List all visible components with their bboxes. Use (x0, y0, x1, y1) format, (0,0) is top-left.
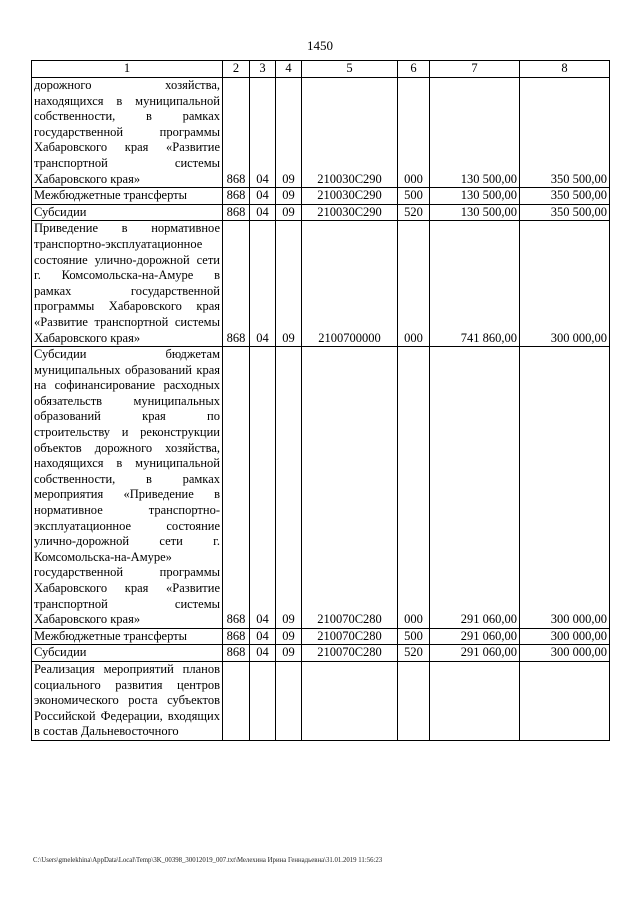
table-row (32, 188, 610, 205)
target-article-cell: 2100700000 (302, 221, 398, 347)
section-cell: 04 (250, 78, 276, 188)
amount-col8-cell: 300 000,00 (520, 628, 610, 645)
target-article-cell (302, 661, 398, 740)
amount-col7-cell: 291 060,00 (430, 347, 520, 629)
header-cell: 8 (520, 61, 610, 78)
header-cell: 7 (430, 61, 520, 78)
amount-col8-cell: 350 500,00 (520, 78, 610, 188)
expense-type-cell: 520 (398, 645, 430, 662)
grbs-cell (223, 661, 250, 740)
page-number: 1450 (307, 38, 333, 53)
subsection-cell: 09 (276, 204, 302, 221)
grbs-cell: 868 (223, 188, 250, 205)
section-cell: 04 (250, 628, 276, 645)
amount-col7-cell: 291 060,00 (430, 628, 520, 645)
expense-type-cell (398, 661, 430, 740)
row-name: Приведение в нормативное транспортно-эксплуатационное состояние улично-дорожной сети г. Комсомольска-на-Амуре в рамках государственной программы Хабаровского края «Развитие транспортной системы Хабаровского края» (32, 221, 223, 347)
amount-col7-cell (430, 661, 520, 740)
subsection-cell: 09 (276, 188, 302, 205)
header-cell: 6 (398, 61, 430, 78)
grbs-cell: 868 (223, 628, 250, 645)
expense-type-cell: 000 (398, 347, 430, 629)
subsection-cell: 09 (276, 628, 302, 645)
header-cell: 1 (32, 61, 223, 78)
row-name: Субсидии (32, 204, 223, 221)
subsection-cell: 09 (276, 221, 302, 347)
grbs-cell: 868 (223, 221, 250, 347)
amount-col8-cell (520, 661, 610, 740)
target-article-cell: 210070С280 (302, 645, 398, 662)
amount-col8-cell: 300 000,00 (520, 347, 610, 629)
section-cell: 04 (250, 645, 276, 662)
target-article-cell: 210030С290 (302, 204, 398, 221)
amount-col8-cell: 350 500,00 (520, 188, 610, 205)
table-row (32, 221, 610, 347)
row-name: Межбюджетные трансферты (32, 188, 223, 205)
subsection-cell: 09 (276, 347, 302, 629)
expense-type-cell: 500 (398, 188, 430, 205)
header-cell: 3 (250, 61, 276, 78)
amount-col8-cell: 350 500,00 (520, 204, 610, 221)
table-row (32, 661, 610, 740)
grbs-cell: 868 (223, 347, 250, 629)
target-article-cell: 210030С290 (302, 188, 398, 205)
section-cell: 04 (250, 221, 276, 347)
subsection-cell: 09 (276, 78, 302, 188)
row-name: Межбюджетные трансферты (32, 628, 223, 645)
grbs-cell: 868 (223, 78, 250, 188)
grbs-cell: 868 (223, 645, 250, 662)
header-cell: 2 (223, 61, 250, 78)
row-name: дорожного хозяйства, находящихся в муниципальной собственности, в рамках государственной программы Хабаровского края «Развитие транспортной системы Хабаровского края» (32, 78, 223, 188)
expense-type-cell: 000 (398, 78, 430, 188)
expense-type-cell: 500 (398, 628, 430, 645)
amount-col7-cell: 130 500,00 (430, 78, 520, 188)
amount-col8-cell: 300 000,00 (520, 645, 610, 662)
target-article-cell: 210070С280 (302, 347, 398, 629)
table-header-row (32, 61, 610, 78)
expense-type-cell: 000 (398, 221, 430, 347)
header-cell: 5 (302, 61, 398, 78)
table-row (32, 347, 610, 629)
row-name: Субсидии бюджетам муниципальных образований края на софинансирование расходных обязательств муниципальных образований края по строительству и реконструкции объектов дорожного хозяйства, находящихся в муниципальной собственности, в рамках мероприятия «Приведение в нормативное транспортно-эксплуатационное состояние улично-дорожной сети г. Комсомольска-на-Амуре» государственной программы Хабаровского края «Развитие транспортной системы Хабаровского края» (32, 347, 223, 629)
amount-col7-cell: 741 860,00 (430, 221, 520, 347)
target-article-cell: 210030С290 (302, 78, 398, 188)
target-article-cell: 210070С280 (302, 628, 398, 645)
table-row (32, 204, 610, 221)
row-name: Реализация мероприятий планов социального развития центров экономического роста субъектов Российской Федерации, входящих в состав Дальневосточного (32, 661, 223, 740)
table-row (32, 645, 610, 662)
subsection-cell (276, 661, 302, 740)
amount-col8-cell: 300 000,00 (520, 221, 610, 347)
amount-col7-cell: 130 500,00 (430, 204, 520, 221)
header-cell: 4 (276, 61, 302, 78)
row-name: Субсидии (32, 645, 223, 662)
table-row (32, 78, 610, 188)
table-row (32, 628, 610, 645)
grbs-cell: 868 (223, 204, 250, 221)
section-cell: 04 (250, 204, 276, 221)
file-path-footer: C:\Users\gmelekhina\AppData\Local\Temp\3K_00398_30012019_007.txt\Мелехина Ирина Геннадьевна\31.01.2019 11:56:23 (33, 857, 383, 864)
section-cell (250, 661, 276, 740)
section-cell: 04 (250, 347, 276, 629)
budget-table (31, 60, 610, 741)
section-cell: 04 (250, 188, 276, 205)
expense-type-cell: 520 (398, 204, 430, 221)
amount-col7-cell: 130 500,00 (430, 188, 520, 205)
subsection-cell: 09 (276, 645, 302, 662)
amount-col7-cell: 291 060,00 (430, 645, 520, 662)
